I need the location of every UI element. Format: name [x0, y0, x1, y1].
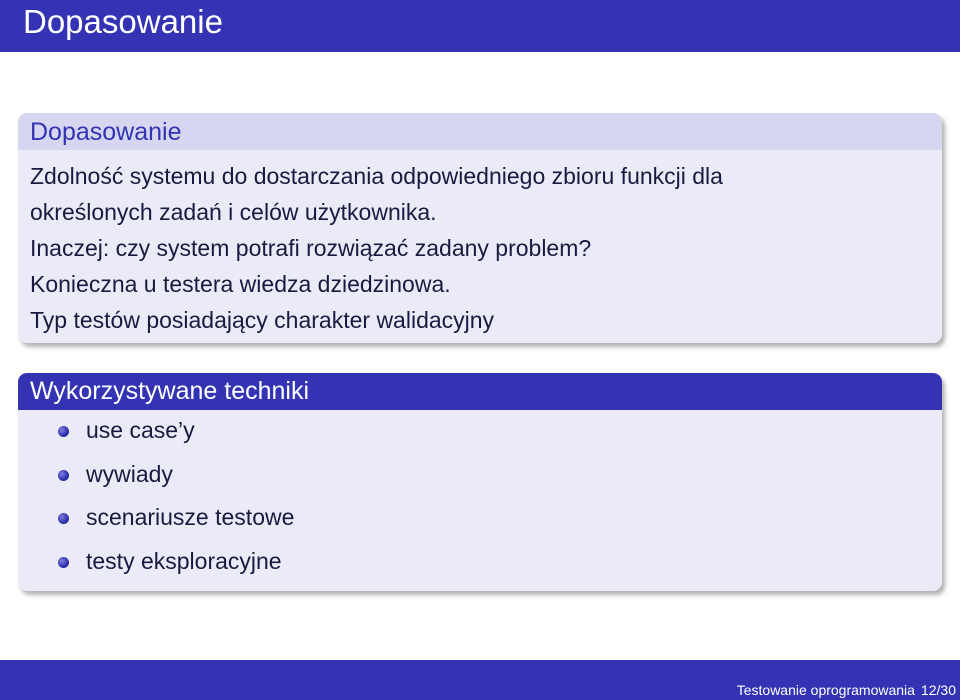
- list-item: [18, 503, 942, 547]
- techniques-block-title: Wykorzystywane techniki: [30, 377, 310, 405]
- page-number: 12/30: [920, 682, 956, 698]
- list-item: [18, 547, 942, 591]
- bullet-icon: [58, 513, 69, 524]
- definition-block-header: [18, 113, 942, 150]
- list-item-text: wywiady: [86, 460, 173, 487]
- bullet-icon: [58, 426, 69, 437]
- definition-line: Zdolność systemu do dostarczania odpowiedniego zbioru funkcji dla: [30, 163, 723, 189]
- footer-bar: [0, 660, 960, 700]
- techniques-block: [18, 373, 942, 591]
- footer-title: Testowanie oprogramowania: [736, 682, 915, 698]
- list-item: [18, 460, 942, 504]
- definition-block-body: [18, 150, 942, 338]
- frame-title-bar: [0, 0, 960, 52]
- definition-block: [18, 113, 942, 343]
- footer-info: [737, 681, 956, 699]
- list-item-text: use case’y: [86, 417, 195, 443]
- list-item-text: scenariusze testowe: [86, 504, 295, 530]
- techniques-block-header: [18, 373, 942, 410]
- techniques-list: [18, 410, 942, 590]
- definition-block-title: Dopasowanie: [30, 118, 182, 146]
- frame-title: Dopasowanie: [23, 3, 223, 40]
- definition-line: Konieczna u testera wiedza dziedzinowa.: [30, 271, 451, 297]
- list-item: [18, 416, 942, 460]
- definition-line: Inaczej: czy system potrafi rozwiązać zadany problem?: [30, 235, 592, 261]
- bullet-icon: [58, 557, 69, 568]
- list-item-text: testy eksploracyjne: [86, 547, 282, 574]
- definition-line: Typ testów posiadający charakter walidacyjny: [30, 307, 495, 333]
- definition-line: określonych zadań i celów użytkownika.: [30, 199, 437, 225]
- bullet-icon: [58, 470, 69, 481]
